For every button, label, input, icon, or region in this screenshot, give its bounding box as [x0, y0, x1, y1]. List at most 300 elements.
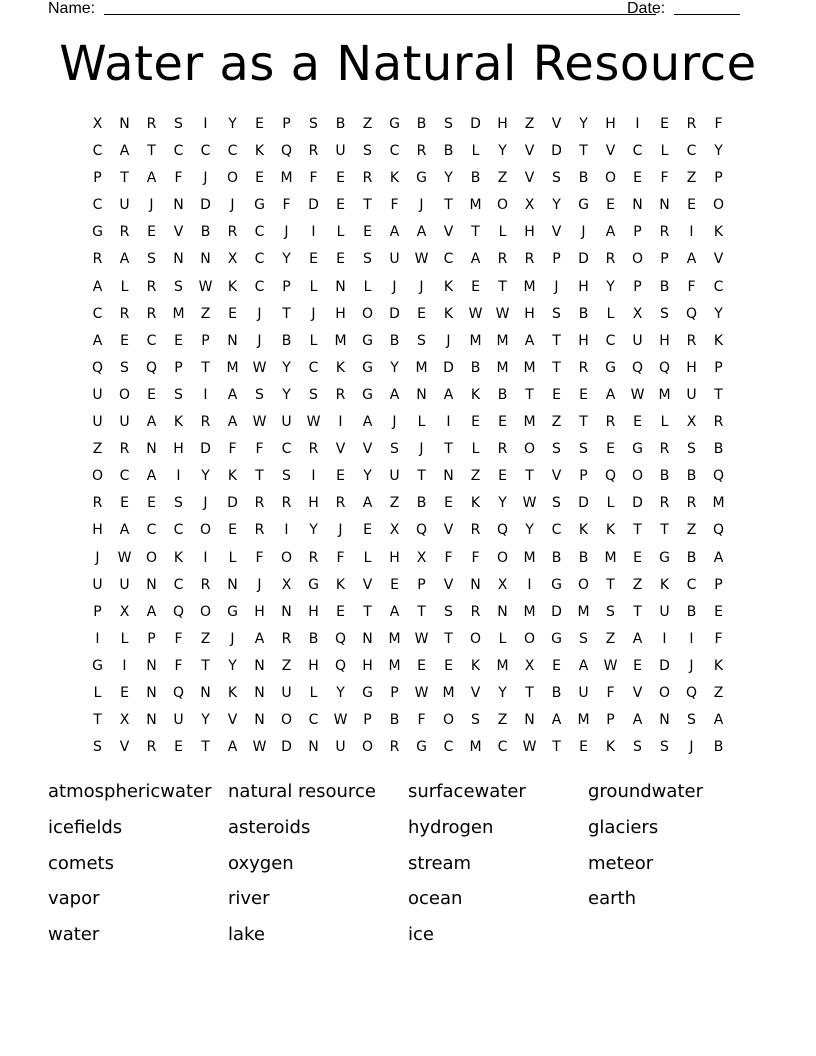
- grid-letter: F: [282, 197, 291, 214]
- grid-letter: A: [362, 495, 373, 512]
- grid-letter: W: [414, 630, 429, 647]
- grid-letter: O: [604, 170, 617, 187]
- grid-letter: P: [660, 251, 669, 268]
- grid-letter: H: [335, 305, 346, 322]
- grid-row: [84, 629, 732, 656]
- grid-letter: U: [389, 251, 400, 268]
- grid-letter: N: [200, 251, 211, 268]
- grid-letter: T: [417, 603, 426, 620]
- grid-letter: Q: [91, 359, 104, 376]
- grid-letter: T: [633, 522, 642, 539]
- grid-letter: S: [93, 739, 102, 756]
- grid-letter: I: [527, 576, 532, 593]
- grid-letter: X: [416, 549, 427, 566]
- grid-letter: O: [199, 522, 212, 539]
- grid-letter: S: [579, 630, 588, 647]
- grid-letter: A: [713, 712, 724, 729]
- grid-letter: A: [92, 278, 103, 295]
- grid-row: [84, 710, 732, 737]
- grid-letter: G: [254, 197, 265, 214]
- grid-letter: H: [308, 495, 319, 512]
- grid-letter: N: [173, 251, 184, 268]
- grid-letter: X: [632, 305, 643, 322]
- grid-letter: Z: [200, 630, 211, 647]
- grid-letter: J: [311, 305, 316, 322]
- grid-letter: F: [174, 170, 183, 187]
- word-bank-row: [48, 814, 768, 850]
- grid-letter: C: [200, 143, 211, 160]
- grid-letter: A: [389, 603, 400, 620]
- grid-letter: R: [470, 522, 481, 539]
- grid-letter: R: [686, 116, 697, 132]
- grid-letter: L: [471, 143, 480, 160]
- grid-letter: X: [686, 414, 697, 431]
- grid-letter: Y: [228, 116, 237, 132]
- grid-letter: N: [524, 712, 535, 729]
- grid-letter: S: [579, 441, 588, 458]
- grid-letter: A: [470, 251, 481, 268]
- grid-letter: P: [93, 170, 102, 187]
- grid-letter: Z: [713, 684, 724, 701]
- grid-letter: A: [524, 332, 535, 349]
- grid-row: [84, 304, 732, 331]
- grid-letter: R: [470, 603, 481, 620]
- grid-letter: N: [146, 712, 157, 729]
- grid-letter: V: [551, 468, 562, 485]
- grid-letter: G: [551, 576, 562, 593]
- grid-row: [84, 412, 732, 439]
- grid-letter: O: [577, 576, 590, 593]
- grid-letter: B: [200, 224, 211, 241]
- grid-letter: D: [551, 143, 562, 160]
- grid-letter: I: [203, 549, 208, 566]
- grid-letter: L: [120, 278, 129, 295]
- grid-letter: I: [446, 414, 451, 431]
- grid-letter: E: [228, 305, 237, 322]
- grid-letter: S: [660, 305, 669, 322]
- word-bank-row: [48, 778, 768, 814]
- grid-letter: J: [203, 170, 208, 187]
- grid-letter: M: [712, 495, 725, 512]
- grid-letter: I: [689, 224, 694, 241]
- grid-letter: D: [578, 251, 589, 268]
- grid-letter: Y: [228, 657, 237, 674]
- grid-letter: L: [120, 630, 129, 647]
- grid-letter: C: [173, 143, 184, 160]
- word-bank-row: [48, 885, 768, 921]
- word-bank-item: natural resource: [228, 781, 376, 802]
- grid-letter: G: [362, 332, 373, 349]
- grid-letter: N: [497, 603, 508, 620]
- grid-letter: E: [120, 495, 129, 512]
- grid-letter: C: [92, 143, 103, 160]
- word-bank-item: asteroids: [228, 816, 311, 838]
- grid-letter: K: [254, 143, 265, 160]
- grid-letter: A: [551, 712, 562, 729]
- word-bank-item: hydrogen: [408, 816, 494, 838]
- grid-letter: S: [471, 712, 480, 729]
- grid-letter: C: [497, 739, 508, 756]
- grid-letter: Y: [525, 522, 534, 539]
- grid-letter: W: [306, 414, 321, 431]
- word-bank-item: lake: [228, 924, 265, 946]
- grid-letter: B: [578, 549, 589, 566]
- grid-letter: O: [280, 712, 293, 729]
- grid-letter: D: [551, 603, 562, 620]
- grid-letter: K: [578, 522, 589, 539]
- grid-letter: U: [281, 684, 292, 701]
- grid-letter: R: [497, 441, 508, 458]
- grid-letter: T: [363, 603, 372, 620]
- grid-letter: A: [146, 603, 157, 620]
- grid-letter: X: [524, 657, 535, 674]
- word-bank-item: stream: [408, 852, 472, 874]
- grid-letter: B: [686, 468, 697, 485]
- grid-letter: R: [254, 522, 265, 539]
- grid-letter: L: [309, 684, 318, 701]
- grid-letter: R: [308, 441, 319, 458]
- grid-letter: V: [470, 684, 481, 701]
- grid-letter: E: [687, 197, 696, 214]
- grid-letter: T: [363, 197, 372, 214]
- grid-letter: D: [578, 495, 589, 512]
- grid-letter: Y: [552, 197, 561, 214]
- grid-letter: N: [470, 576, 481, 593]
- grid-letter: F: [687, 278, 696, 295]
- grid-letter: F: [174, 657, 183, 674]
- grid-letter: Z: [362, 116, 373, 132]
- grid-letter: W: [630, 386, 645, 403]
- grid-letter: P: [633, 278, 642, 295]
- grid-letter: U: [119, 576, 130, 593]
- grid-letter: S: [363, 251, 372, 268]
- grid-letter: F: [336, 549, 345, 566]
- grid-letter: O: [496, 197, 509, 214]
- grid-letter: Q: [658, 359, 671, 376]
- grid-letter: H: [605, 116, 616, 132]
- grid-letter: R: [308, 143, 319, 160]
- grid-letter: S: [633, 739, 642, 756]
- date-label: Date:: [627, 0, 666, 17]
- grid-letter: Z: [497, 712, 508, 729]
- grid-letter: F: [417, 712, 426, 729]
- grid-letter: N: [173, 197, 184, 214]
- grid-letter: J: [392, 414, 397, 431]
- grid-letter: J: [284, 224, 289, 241]
- grid-letter: Y: [498, 684, 507, 701]
- grid-letter: M: [334, 332, 347, 349]
- grid-letter: A: [389, 224, 400, 241]
- grid-letter: E: [714, 603, 723, 620]
- grid-letter: R: [578, 359, 589, 376]
- grid-letter: G: [362, 386, 373, 403]
- grid-letter: U: [686, 386, 697, 403]
- grid-letter: F: [660, 170, 669, 187]
- date-blank-line: [674, 14, 740, 15]
- word-bank-item: oxygen: [228, 852, 294, 874]
- grid-letter: O: [631, 251, 644, 268]
- grid-letter: T: [444, 197, 453, 214]
- grid-letter: M: [469, 197, 482, 214]
- grid-letter: E: [309, 251, 318, 268]
- grid-letter: A: [119, 251, 130, 268]
- grid-letter: N: [308, 739, 319, 756]
- grid-letter: U: [92, 386, 103, 403]
- grid-letter: C: [605, 332, 616, 349]
- grid-letter: J: [338, 522, 343, 539]
- grid-letter: C: [119, 468, 130, 485]
- grid-letter: N: [335, 278, 346, 295]
- grid-letter: G: [92, 657, 103, 674]
- grid-letter: F: [174, 630, 183, 647]
- grid-letter: O: [91, 468, 104, 485]
- grid-letter: S: [552, 170, 561, 187]
- grid-letter: M: [496, 332, 509, 349]
- grid-letter: L: [93, 684, 102, 701]
- grid-letter: T: [552, 359, 561, 376]
- grid-letter: T: [201, 657, 210, 674]
- grid-letter: Z: [686, 522, 697, 539]
- grid-letter: G: [308, 576, 319, 593]
- grid-letter: E: [552, 386, 561, 403]
- grid-letter: E: [228, 522, 237, 539]
- grid-letter: E: [498, 468, 507, 485]
- grid-letter: Y: [606, 278, 615, 295]
- grid-letter: E: [444, 657, 453, 674]
- grid-letter: Q: [334, 657, 347, 674]
- grid-letter: Q: [712, 468, 725, 485]
- grid-letter: U: [119, 414, 130, 431]
- grid-letter: M: [172, 305, 185, 322]
- word-bank-item: water: [48, 924, 100, 946]
- grid-letter: A: [632, 630, 643, 647]
- grid-letter: S: [363, 143, 372, 160]
- grid-letter: F: [228, 441, 237, 458]
- grid-letter: Y: [498, 143, 507, 160]
- grid-letter: S: [174, 278, 183, 295]
- word-bank-item: ocean: [408, 888, 463, 910]
- grid-letter: O: [361, 305, 374, 322]
- grid-letter: M: [226, 359, 239, 376]
- grid-letter: T: [714, 386, 723, 403]
- grid-letter: O: [658, 684, 671, 701]
- word-bank-item: icefields: [48, 816, 123, 838]
- grid-letter: G: [416, 170, 427, 187]
- word-bank-item: comets: [48, 852, 114, 874]
- grid-letter: C: [632, 143, 643, 160]
- grid-letter: N: [254, 712, 265, 729]
- grid-letter: R: [281, 495, 292, 512]
- grid-letter: L: [606, 305, 615, 322]
- grid-letter: E: [579, 386, 588, 403]
- grid-letter: D: [659, 657, 670, 674]
- grid-letter: G: [605, 359, 616, 376]
- grid-letter: T: [525, 468, 534, 485]
- grid-letter: E: [363, 522, 372, 539]
- grid-letter: P: [714, 359, 723, 376]
- grid-letter: R: [200, 576, 211, 593]
- grid-letter: N: [281, 603, 292, 620]
- grid-letter: T: [255, 468, 264, 485]
- grid-letter: N: [659, 197, 670, 214]
- grid-letter: I: [311, 468, 316, 485]
- grid-letter: T: [93, 712, 102, 729]
- grid-letter: W: [414, 251, 429, 268]
- grid-letter: E: [471, 278, 480, 295]
- grid-letter: S: [309, 116, 318, 132]
- grid-letter: E: [633, 657, 642, 674]
- word-bank-item: river: [228, 888, 270, 910]
- grid-letter: Z: [281, 657, 292, 674]
- grid-letter: H: [308, 603, 319, 620]
- grid-letter: J: [257, 305, 262, 322]
- grid-letter: O: [631, 468, 644, 485]
- grid-letter: S: [660, 739, 669, 756]
- grid-letter: L: [606, 495, 615, 512]
- grid-letter: U: [173, 712, 184, 729]
- grid-letter: B: [281, 332, 292, 349]
- grid-letter: H: [659, 332, 670, 349]
- grid-letter: S: [552, 305, 561, 322]
- word-bank-item: ice: [408, 924, 434, 946]
- grid-letter: W: [252, 359, 267, 376]
- grid-letter: Y: [444, 170, 453, 187]
- grid-letter: J: [257, 332, 262, 349]
- grid-letter: S: [147, 251, 156, 268]
- grid-letter: D: [443, 359, 454, 376]
- grid-letter: Z: [470, 468, 481, 485]
- grid-letter: V: [227, 712, 238, 729]
- grid-letter: B: [686, 549, 697, 566]
- word-bank-item: groundwater: [588, 781, 703, 802]
- grid-letter: S: [309, 386, 318, 403]
- grid-letter: A: [578, 657, 589, 674]
- grid-letter: R: [713, 414, 724, 431]
- grid-letter: S: [444, 603, 453, 620]
- grid-letter: Z: [686, 170, 697, 187]
- grid-row: [84, 358, 732, 385]
- grid-letter: E: [633, 549, 642, 566]
- grid-letter: B: [470, 359, 481, 376]
- grid-letter: C: [686, 576, 697, 593]
- grid-letter: S: [120, 359, 129, 376]
- grid-letter: R: [281, 630, 292, 647]
- grid-row: [84, 114, 732, 141]
- grid-letter: O: [118, 386, 131, 403]
- grid-letter: E: [444, 495, 453, 512]
- grid-letter: C: [92, 305, 103, 322]
- grid-letter: N: [200, 684, 211, 701]
- grid-letter: K: [605, 522, 616, 539]
- grid-letter: Y: [201, 712, 210, 729]
- word-bank-item: meteor: [588, 852, 654, 874]
- grid-letter: T: [417, 468, 426, 485]
- grid-letter: B: [389, 332, 400, 349]
- grid-letter: K: [335, 359, 346, 376]
- grid-letter: N: [254, 684, 265, 701]
- grid-letter: P: [93, 603, 102, 620]
- grid-letter: X: [497, 576, 508, 593]
- grid-row: [84, 168, 732, 195]
- grid-letter: E: [498, 414, 507, 431]
- grid-letter: K: [605, 739, 616, 756]
- grid-letter: C: [173, 576, 184, 593]
- grid-letter: P: [579, 468, 588, 485]
- grid-letter: M: [523, 549, 536, 566]
- grid-letter: A: [686, 251, 697, 268]
- puzzle-title: Water as a Natural Resource: [59, 36, 757, 92]
- grid-letter: R: [92, 251, 103, 268]
- grid-letter: D: [308, 197, 319, 214]
- grid-row: [84, 575, 732, 602]
- grid-letter: F: [714, 630, 723, 647]
- grid-letter: M: [496, 359, 509, 376]
- grid-letter: A: [713, 549, 724, 566]
- word-bank-row: [48, 850, 768, 886]
- grid-letter: O: [469, 630, 482, 647]
- grid-letter: N: [254, 657, 265, 674]
- grid-letter: J: [257, 576, 262, 593]
- grid-letter: W: [468, 305, 483, 322]
- grid-letter: S: [417, 332, 426, 349]
- grid-letter: Y: [363, 468, 372, 485]
- grid-letter: S: [174, 386, 183, 403]
- grid-letter: I: [284, 522, 289, 539]
- grid-letter: B: [686, 603, 697, 620]
- grid-letter: A: [605, 386, 616, 403]
- grid-letter: M: [496, 657, 509, 674]
- grid-letter: E: [174, 739, 183, 756]
- grid-letter: J: [230, 630, 235, 647]
- grid-letter: R: [659, 495, 670, 512]
- grid-row: [84, 331, 732, 358]
- grid-letter: A: [254, 630, 265, 647]
- grid-letter: P: [201, 332, 210, 349]
- grid-letter: P: [282, 116, 291, 132]
- grid-letter: Y: [201, 468, 210, 485]
- grid-letter: C: [551, 522, 562, 539]
- grid-letter: K: [227, 468, 238, 485]
- letter-grid: [84, 114, 732, 764]
- grid-letter: A: [146, 468, 157, 485]
- grid-letter: Y: [282, 251, 291, 268]
- grid-letter: U: [92, 576, 103, 593]
- grid-letter: F: [309, 170, 318, 187]
- grid-letter: R: [686, 495, 697, 512]
- grid-letter: K: [173, 414, 184, 431]
- grid-letter: D: [632, 495, 643, 512]
- grid-letter: M: [658, 386, 671, 403]
- grid-letter: E: [120, 332, 129, 349]
- grid-letter: G: [578, 197, 589, 214]
- grid-letter: N: [227, 332, 238, 349]
- grid-letter: P: [633, 224, 642, 241]
- grid-row: [84, 195, 732, 222]
- grid-letter: R: [362, 170, 373, 187]
- grid-letter: S: [390, 441, 399, 458]
- grid-letter: K: [470, 495, 481, 512]
- grid-letter: C: [443, 251, 454, 268]
- grid-letter: T: [660, 522, 669, 539]
- grid-letter: W: [198, 278, 213, 295]
- grid-letter: E: [147, 495, 156, 512]
- grid-letter: G: [362, 684, 373, 701]
- grid-letter: E: [336, 468, 345, 485]
- grid-letter: G: [551, 630, 562, 647]
- grid-letter: R: [335, 386, 346, 403]
- grid-letter: S: [174, 116, 183, 132]
- grid-letter: E: [255, 116, 264, 132]
